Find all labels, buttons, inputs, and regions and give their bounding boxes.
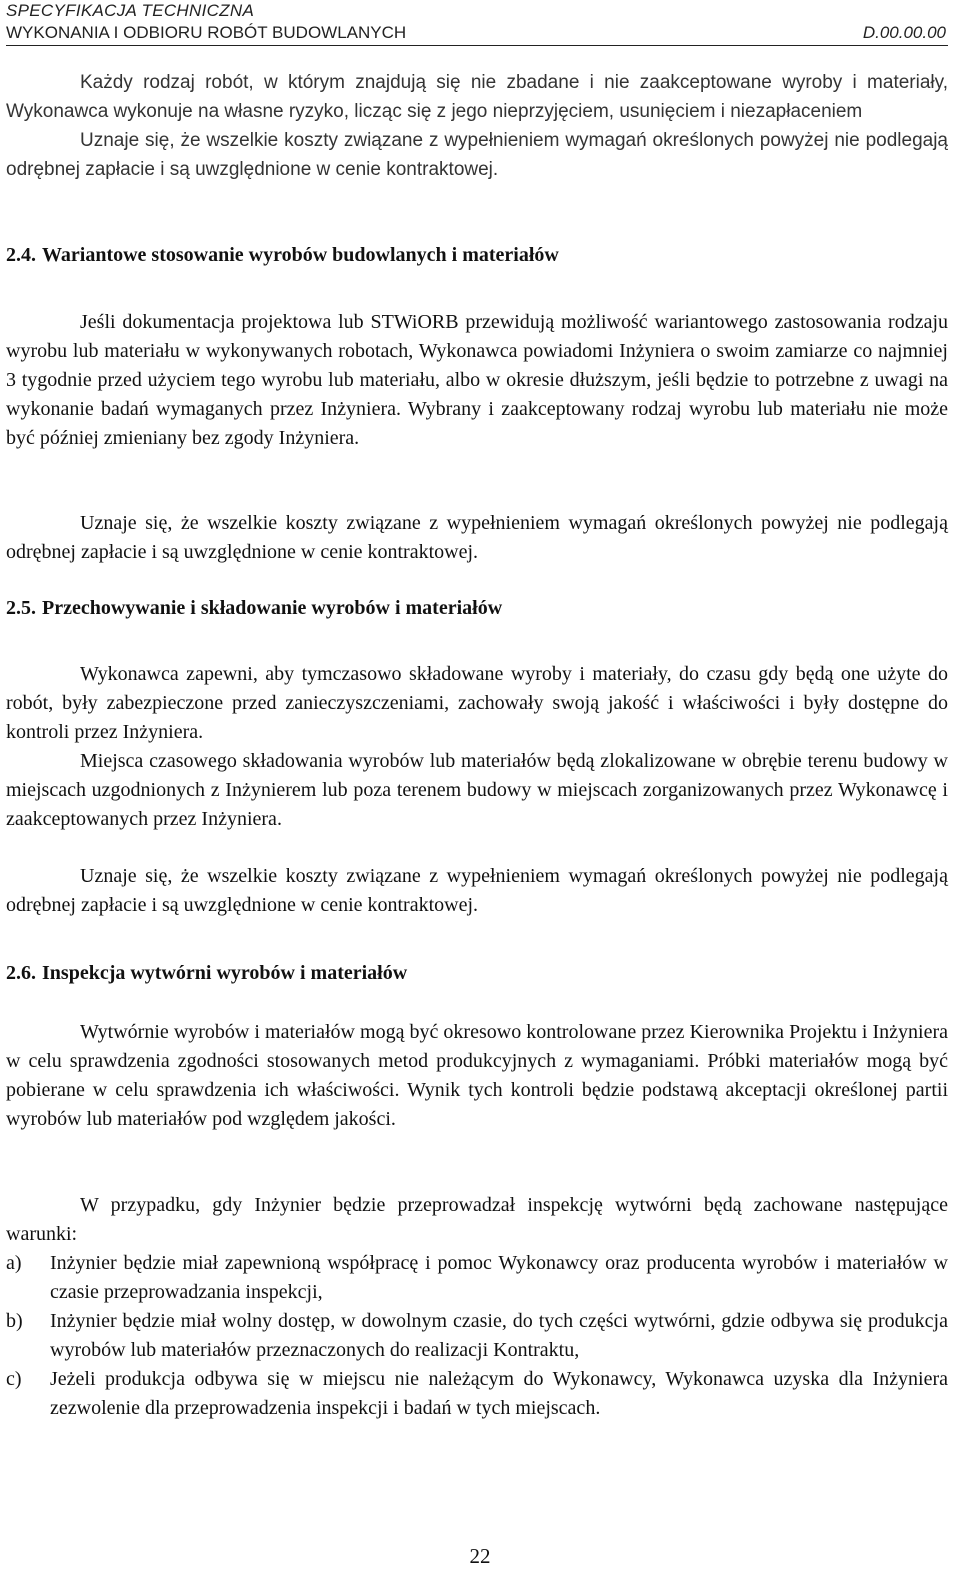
list-item-text: Inżynier będzie miał wolny dostęp, w dowolnym czasie, do tych części wytwórni, gdzie odbywa się produkcja wyrobów lub materiałów przeznaczonych do realizacji Kontraktu, (50, 1310, 948, 1361)
list-item (6, 1307, 948, 1365)
intro-paragraph-2: Uznaje się, że wszelkie koszty związane z wypełnieniem wymagań określonych powyżej nie podlegają odrębnej zapłacie i są uwzględnione w cenie kontraktowej. (6, 130, 948, 180)
section-2-5-paragraph-3-text: Uznaje się, że wszelkie koszty związane z wypełnieniem wymagań określonych powyżej nie podlegają odrębnej zapłacie i są uwzględnione w cenie kontraktowej. (6, 865, 948, 916)
list-item-text: Inżynier będzie miał zapewnioną współpracę i pomoc Wykonawcy oraz producenta wyrobów i materiałów w czasie przeprowadzania inspekcji, (50, 1252, 948, 1303)
header-spec-code: D.00.00.00 (862, 23, 946, 42)
header-divider (6, 45, 948, 46)
list-item-label: b) (6, 1310, 23, 1332)
header-title-line2-row (6, 22, 946, 44)
intro-block (6, 68, 948, 184)
section-2-6-paragraph-2-text: W przypadku, gdy Inżynier będzie przeprowadzał inspekcję wytwórni będą zachowane następujące warunki: (6, 1194, 948, 1245)
section-2-4-paragraph-2 (6, 509, 948, 567)
section-2-5-heading (6, 597, 502, 620)
section-2-5-paragraph-1: Wykonawca zapewni, aby tymczasowo składowane wyroby i materiały, do czasu gdy będą one użyte do robót, były zabezpieczone przed zanieczyszczeniami, zachowały swoją jakość i właściwości i były dostępne do kontroli przez Inżyniera. (6, 663, 948, 743)
intro-paragraph-1: Każdy rodzaj robót, w którym znajdują się nie zbadane i nie zaakceptowane wyroby i materiały, Wykonawca wykonuje na własne ryzyko, licząc się z jego nieprzyjęciem, usunięciem i niezapłaceniem (6, 72, 948, 122)
section-2-5-title: Przechowywanie i składowanie wyrobów i materiałów (42, 597, 503, 619)
header-title-line2: WYKONANIA I ODBIORU ROBÓT BUDOWLANYCH (6, 23, 407, 42)
section-2-5-paragraph-2: Miejsca czasowego składowania wyrobów lub materiałów będą zlokalizowane w obrębie terenu budowy w miejscach uzgodnionych z Inżynierem lub poza terenem budowy w miejscach zorganizowanych przez Wykonawcę i zaakceptowanych przez Inżyniera. (6, 750, 948, 830)
section-2-4-title: Wariantowe stosowanie wyrobów budowlanych i materiałów (42, 244, 559, 266)
section-2-5-paragraphs (6, 660, 948, 834)
list-item-label: c) (6, 1368, 22, 1390)
header-title-line1: SPECYFIKACJA TECHNICZNA (6, 1, 255, 20)
section-2-6-paragraph-2 (6, 1191, 948, 1249)
section-2-4-heading (6, 244, 559, 267)
section-2-6-title: Inspekcja wytwórni wyrobów i materiałów (42, 962, 408, 984)
section-2-6-heading (6, 962, 407, 985)
list-item-text: Jeżeli produkcja odbywa się w miejscu nie należącym do Wykonawcy, Wykonawca uzyska dla Inżyniera zezwolenie dla przeprowadzenia inspekcji i badań w tych miejscach. (50, 1368, 948, 1419)
section-2-4-paragraph-1-text: Jeśli dokumentacja projektowa lub STWiORB przewidują możliwość wariantowego zastosowania rodzaju wyrobu lub materiału w wykonywanych robotach, Wykonawca powiadomi Inżyniera o swoim zamiarze co najmniej 3 tygodnie przed użyciem tego wyrobu lub materiału, albo w okresie dłuższym, jeśli będzie to potrzebne z uwagi na wykonanie badań wymaganych przez Inżyniera. Wybrany i zaakceptowany rodzaj wyrobu lub materiału nie może być później zmieniany bez zgody Inżyniera. (6, 311, 948, 449)
page-number: 22 (469, 1544, 491, 1568)
section-2-6-number: 2.6. (6, 962, 36, 984)
section-2-5-paragraph-3 (6, 862, 948, 920)
list-item (6, 1249, 948, 1307)
section-2-6-paragraph-1 (6, 1018, 948, 1134)
section-2-5-number: 2.5. (6, 597, 36, 619)
list-item-label: a) (6, 1252, 22, 1274)
section-2-4-paragraph-2-text: Uznaje się, że wszelkie koszty związane z wypełnieniem wymagań określonych powyżej nie podlegają odrębnej zapłacie i są uwzględnione w cenie kontraktowej. (6, 512, 948, 563)
section-2-4-number: 2.4. (6, 244, 36, 266)
section-2-6-paragraph-1-text: Wytwórnie wyrobów i materiałów mogą być okresowo kontrolowane przez Kierownika Projektu i Inżyniera w celu sprawdzenia zgodności stosowanych metod produkcyjnych z wymaganiami. Próbki materiałów mogą być pobierane w celu sprawdzenia ich właściwości. Wynik tych kontroli będzie podstawą akceptacji określonej partii wyrobów lub materiałów pod względem jakości. (6, 1021, 948, 1130)
list-item (6, 1365, 948, 1423)
page-header (6, 0, 946, 44)
section-2-4-paragraph-1 (6, 308, 948, 453)
